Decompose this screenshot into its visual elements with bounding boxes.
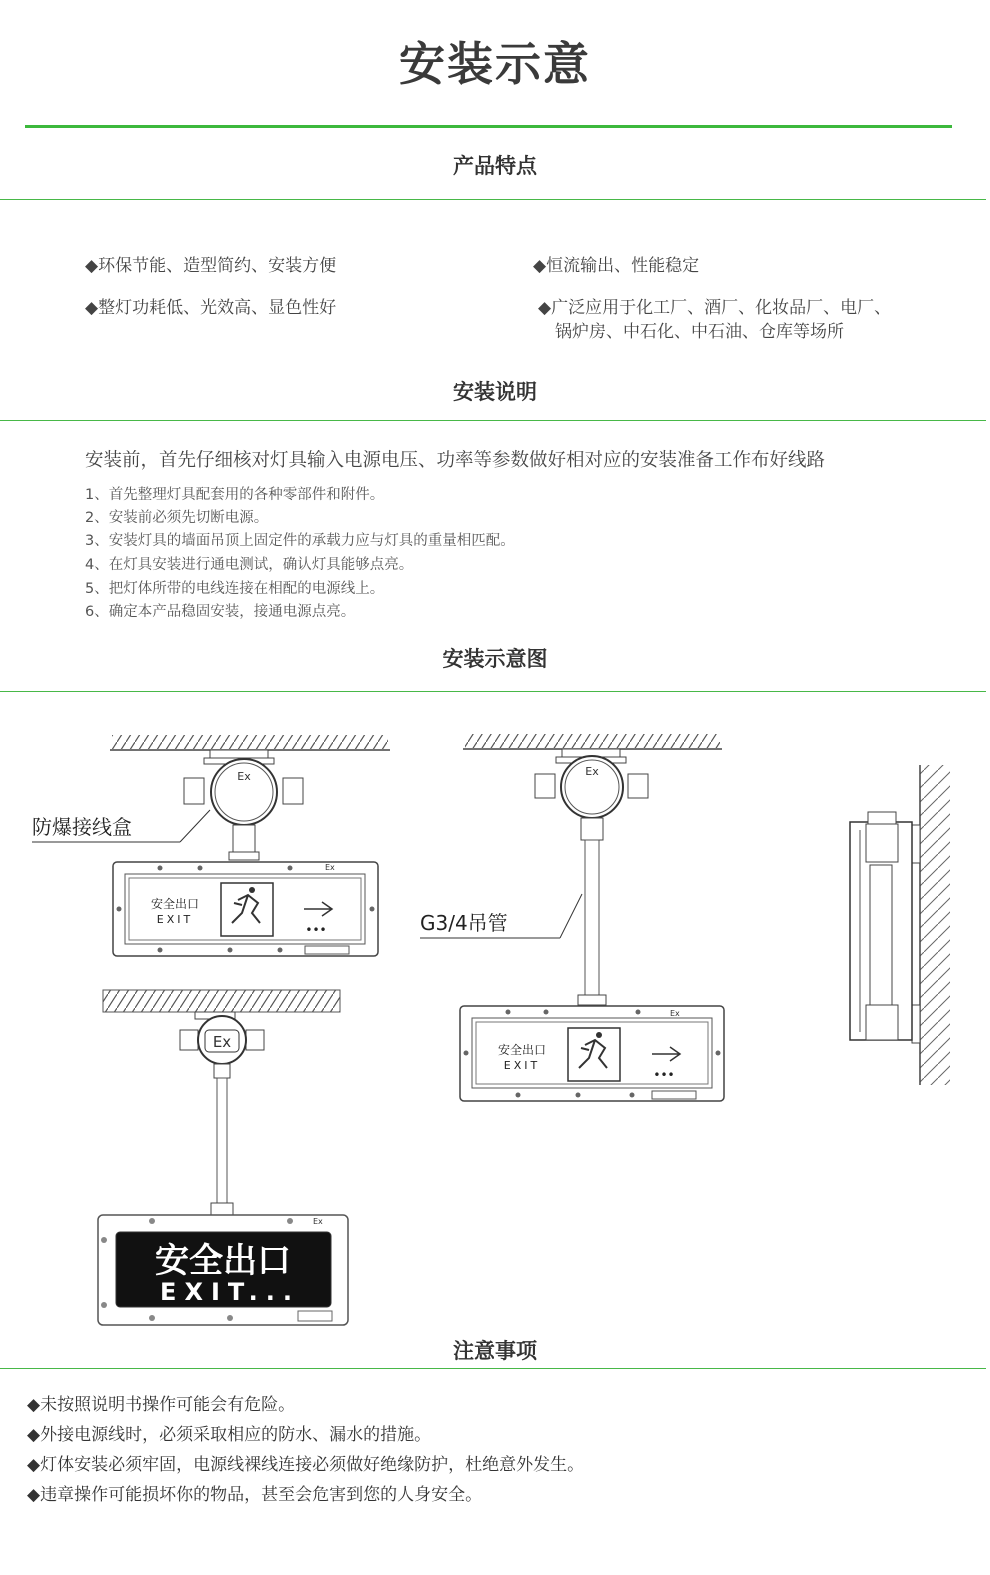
feature-item: ◆环保节能、造型简约、安装方便 [85,256,337,276]
section-divider [0,199,986,200]
install-step: 5、把灯体所带的电线连接在相配的电源线上。 [85,581,385,597]
feature-item: ◆广泛应用于化工厂、酒厂、化妆品厂、电厂、 [538,298,892,318]
big-sign-text-cn: 安全出口 [155,1241,291,1281]
junction-box-label: 防爆接线盒 [32,815,132,839]
ex-mark: Ex [313,1217,323,1226]
big-sign-text-en: EXIT... [160,1278,300,1306]
ex-mark: Ex [212,1033,232,1051]
feature-item: 锅炉房、中石化、中石油、仓库等场所 [555,322,844,342]
install-step: 6、确定本产品稳固安装，接通电源点亮。 [85,604,356,620]
note-item: ◆未按照说明书操作可能会有危险。 [27,1395,296,1415]
section-divider [0,420,986,421]
install-step: 4、在灯具安装进行通电测试，确认灯具能够点亮。 [85,557,414,573]
feature-item: ◆整灯功耗低、光效高、显色性好 [85,298,337,318]
note-item: ◆灯体安装必须牢固，电源线裸线连接必须做好绝缘防护，杜绝意外发生。 [27,1455,585,1475]
ex-mark: Ex [585,765,599,778]
section-title-install: 安装说明 [453,380,537,404]
ex-mark: Ex [670,1009,680,1018]
page-title: 安装示意 [399,37,591,91]
ex-mark: Ex [325,863,335,872]
pipe-label: G3/4吊管 [420,911,508,935]
note-item: ◆违章操作可能损坏你的物品，甚至会危害到您的人身安全。 [27,1485,483,1505]
sign-dots: ••• [653,1068,675,1082]
pipe-mount-diagram-large [98,990,348,1325]
ceiling-mount-diagram [32,735,390,956]
feature-item: ◆恒流输出、性能稳定 [533,256,700,276]
install-intro: 安装前，首先仔细核对灯具输入电源电压、功率等参数做好相对应的安装准备工作布好线路 [85,450,826,471]
section-title-notes: 注意事项 [453,1339,537,1363]
install-step: 1、首先整理灯具配套用的各种零部件和附件。 [85,487,385,503]
section-title-features: 产品特点 [453,154,537,178]
section-divider [0,691,986,692]
section-divider [0,1368,986,1369]
sign-dots: ••• [305,923,327,937]
sign-text-cn: 安全出口 [150,897,200,911]
sign-text-cn: 安全出口 [497,1043,547,1057]
ex-mark: Ex [237,770,251,783]
sign-text-en: EXIT [156,913,194,926]
installation-diagram [0,700,990,1335]
install-step: 2、安装前必须先切断电源。 [85,510,269,526]
sign-text-en: EXIT [503,1059,541,1072]
note-item: ◆外接电源线时，必须采取相应的防水、漏水的措施。 [27,1425,432,1445]
install-step: 3、安装灯具的墙面吊顶上固定件的承载力应与灯具的重量相匹配。 [85,533,515,549]
wall-mount-diagram [850,765,950,1085]
pipe-mount-diagram [420,734,724,1101]
section-title-diagram: 安装示意图 [442,647,548,671]
title-divider [25,125,952,128]
